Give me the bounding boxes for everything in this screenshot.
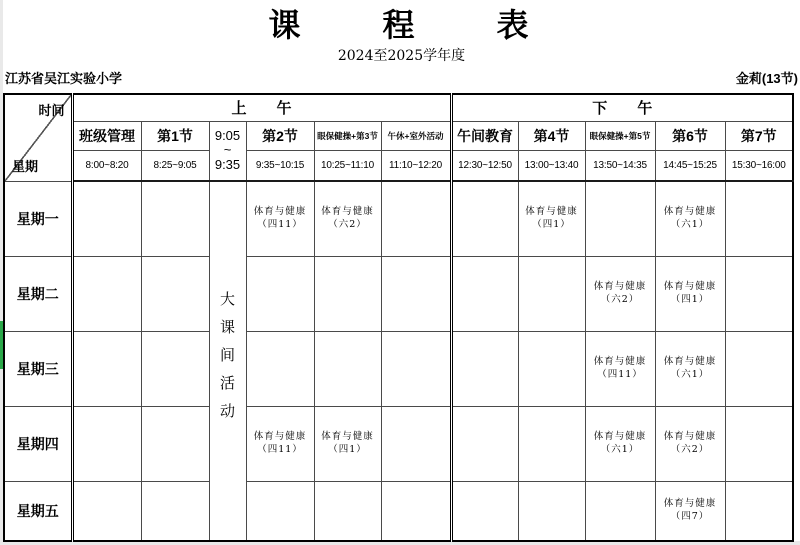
schedule-cell[interactable] <box>518 481 585 541</box>
schedule-cell[interactable] <box>141 481 209 541</box>
teacher-name-badge: 金莉(13节) <box>735 71 798 87</box>
schedule-cell[interactable] <box>141 331 209 406</box>
schedule-cell[interactable] <box>381 481 451 541</box>
schedule-cell[interactable] <box>246 256 314 331</box>
period-header-noon-edu[interactable]: 午间教育 <box>451 121 518 150</box>
cell-subject: 体育与健康 <box>321 205 374 217</box>
schedule-cell[interactable] <box>725 481 793 541</box>
cell-subject: 体育与健康 <box>663 280 717 292</box>
schedule-cell[interactable] <box>451 181 518 256</box>
schedule-cell[interactable] <box>655 481 725 541</box>
time-header-noon-rest[interactable]: 11:10~12:20 <box>381 150 451 181</box>
schedule-cell[interactable] <box>585 331 655 406</box>
schedule-cell[interactable] <box>518 406 585 481</box>
school-name: 江苏省吴江实验小学 <box>5 71 123 87</box>
break-time-start: 9:05 <box>214 127 241 143</box>
time-header-eye-5[interactable]: 13:50~14:35 <box>585 150 655 181</box>
break-time-tilde: ~ <box>223 142 232 158</box>
corner-time-label: 时间 <box>38 103 65 118</box>
schedule-cell[interactable] <box>72 331 141 406</box>
cell-subject: 体育与健康 <box>663 430 717 442</box>
corner-header-cell[interactable] <box>4 94 72 181</box>
time-header-6[interactable]: 14:45~15:25 <box>655 150 725 181</box>
day-label-thursday[interactable]: 星期四 <box>4 406 72 481</box>
schedule-cell[interactable] <box>585 406 655 481</box>
cell-group: （六2） <box>600 294 640 305</box>
schedule-cell[interactable] <box>141 256 209 331</box>
cell-subject: 体育与健康 <box>663 355 717 367</box>
spreadsheet-page <box>3 0 800 541</box>
schedule-cell[interactable] <box>72 256 141 331</box>
cell-subject: 体育与健康 <box>663 497 717 509</box>
schedule-cell[interactable] <box>246 481 314 541</box>
cell-subject: 体育与健康 <box>593 430 647 442</box>
schedule-cell[interactable] <box>518 256 585 331</box>
big-break-activity-cell[interactable] <box>209 181 246 541</box>
schedule-cell[interactable] <box>518 181 585 256</box>
cell-group: （六2） <box>328 219 367 231</box>
time-header-7[interactable]: 15:30~16:00 <box>725 150 793 181</box>
schedule-cell[interactable] <box>314 181 381 256</box>
schedule-cell[interactable] <box>72 481 141 541</box>
cell-group: （四7） <box>670 511 710 523</box>
schedule-cell[interactable] <box>72 406 141 481</box>
cell-group: （四11） <box>257 219 303 231</box>
time-header-2[interactable]: 9:35~10:15 <box>246 150 314 181</box>
cell-group: （四1） <box>532 219 571 231</box>
day-label-monday[interactable]: 星期一 <box>4 181 72 256</box>
schedule-cell[interactable] <box>585 181 655 256</box>
schedule-table <box>3 93 794 542</box>
schedule-cell[interactable] <box>451 406 518 481</box>
cell-group: （四1） <box>670 294 710 305</box>
schedule-cell[interactable] <box>246 331 314 406</box>
period-header-eye-3[interactable]: 眼保健操+第3节 <box>314 121 381 150</box>
day-label-tuesday[interactable]: 星期二 <box>4 256 72 331</box>
day-label-friday[interactable]: 星期五 <box>4 481 72 541</box>
cell-subject: 体育与健康 <box>253 430 307 442</box>
period-header-6[interactable]: 第6节 <box>655 121 725 150</box>
time-header-1[interactable]: 8:25~9:05 <box>141 150 209 181</box>
period-header-1[interactable]: 第1节 <box>141 121 209 150</box>
schedule-cell[interactable] <box>725 331 793 406</box>
period-header-noon-rest[interactable]: 午休+室外活动 <box>381 121 451 150</box>
schedule-cell[interactable] <box>314 331 381 406</box>
schedule-cell[interactable] <box>246 406 314 481</box>
schedule-cell[interactable] <box>141 406 209 481</box>
schedule-cell[interactable] <box>725 256 793 331</box>
schedule-cell[interactable] <box>381 256 451 331</box>
schedule-cell[interactable] <box>314 256 381 331</box>
time-header-eye-3[interactable]: 10:25~11:10 <box>314 150 381 181</box>
schedule-cell[interactable] <box>451 481 518 541</box>
schedule-cell[interactable] <box>585 256 655 331</box>
corner-day-label: 星期 <box>12 158 39 174</box>
cell-subject: 体育与健康 <box>525 205 578 217</box>
cell-group: （六1） <box>670 369 710 380</box>
cell-group: （六2） <box>670 444 710 455</box>
cell-subject: 体育与健康 <box>663 205 717 217</box>
schedule-cell[interactable] <box>381 331 451 406</box>
schedule-cell[interactable] <box>655 331 725 406</box>
schedule-cell[interactable] <box>381 406 451 481</box>
page-edge-green-marker <box>0 321 3 369</box>
period-header-2[interactable]: 第2节 <box>246 121 314 150</box>
schedule-cell[interactable] <box>72 181 141 256</box>
schedule-cell[interactable] <box>246 181 314 256</box>
cell-group: （六1） <box>670 219 710 231</box>
cell-subject: 体育与健康 <box>253 205 307 217</box>
period-header-eye-5[interactable]: 眼保健操+第5节 <box>585 121 655 150</box>
cell-group: （四11） <box>257 444 303 455</box>
schedule-cell[interactable] <box>451 331 518 406</box>
big-break-activity-label: 大课间活动 <box>218 291 236 431</box>
day-label-wednesday[interactable]: 星期三 <box>4 331 72 406</box>
schedule-cell[interactable] <box>655 406 725 481</box>
afternoon-section-header[interactable]: 下 午 <box>451 94 793 121</box>
cell-group: （四1） <box>328 444 367 455</box>
morning-section-header[interactable]: 上 午 <box>72 94 451 121</box>
time-header-4[interactable]: 13:00~13:40 <box>518 150 585 181</box>
schedule-cell[interactable] <box>314 406 381 481</box>
schedule-cell[interactable] <box>725 406 793 481</box>
period-header-class-mgmt[interactable]: 班级管理 <box>72 121 141 150</box>
cell-group: （四11） <box>597 369 643 380</box>
schedule-cell[interactable] <box>381 181 451 256</box>
schedule-cell[interactable] <box>314 481 381 541</box>
cell-subject: 体育与健康 <box>593 355 647 367</box>
schedule-cell[interactable] <box>655 256 725 331</box>
page-title: 课 程 表 <box>268 6 535 44</box>
period-header-7[interactable]: 第7节 <box>725 121 793 150</box>
cell-subject: 体育与健康 <box>593 280 647 292</box>
schedule-cell[interactable] <box>141 181 209 256</box>
period-header-4[interactable]: 第4节 <box>518 121 585 150</box>
time-header-noon-edu[interactable]: 12:30~12:50 <box>451 150 518 181</box>
schedule-cell[interactable] <box>451 256 518 331</box>
school-year-subtitle: 2024至2025学年度 <box>337 48 466 65</box>
schedule-cell[interactable] <box>655 181 725 256</box>
schedule-cell[interactable] <box>518 331 585 406</box>
time-header-class-mgmt[interactable]: 8:00~8:20 <box>72 150 141 181</box>
cell-subject: 体育与健康 <box>321 430 374 442</box>
cell-group: （六1） <box>600 444 640 455</box>
schedule-cell[interactable] <box>585 481 655 541</box>
break-time-end: 9:35 <box>214 157 241 173</box>
schedule-cell[interactable] <box>725 181 793 256</box>
break-time-header[interactable] <box>209 121 246 181</box>
